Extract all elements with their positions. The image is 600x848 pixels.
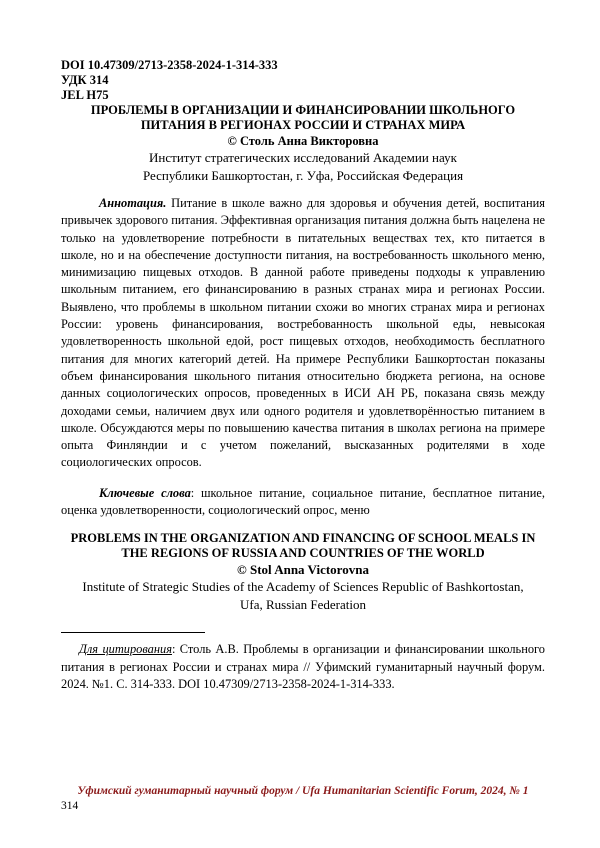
citation (61, 641, 545, 693)
citation-text: : Столь А.В. Проблемы в организации и финансировании школьного питания в регионах России и странах мира // Уфимский гуманитарный научный форум. 2024. №1. С. 314-333. DOI 10.47309/2713-2358-2024-1-314-333. (61, 642, 545, 691)
doi-line: DOI 10.47309/2713-2358-2024-1-314-333 (61, 58, 278, 72)
footnote-divider (61, 632, 205, 633)
affiliation-ru-line2: Республики Башкортостан, г. Уфа, Российская Федерация (142, 168, 464, 183)
author-ru: © Столь Анна Викторовна (227, 134, 379, 148)
citation-label: Для цитирования (79, 642, 172, 657)
abstract-label: Аннотация. (99, 196, 167, 210)
page-number: 314 (61, 800, 79, 812)
affiliation-en-line2: Ufa, Russian Federation (239, 597, 366, 613)
affiliation-en (61, 578, 545, 614)
article-title-ru: ПРОБЛЕМЫ В ОРГАНИЗАЦИИ И ФИНАНСИРОВАНИИ ШКОЛЬНОГО ПИТАНИЯ В РЕГИОНАХ РОССИИ И СТРАНАХ МИРА (90, 103, 516, 132)
udk-line: УДК 314 (61, 73, 109, 87)
keywords-ru (61, 485, 545, 520)
jel-line: JEL H75 (61, 88, 109, 102)
affiliation-ru-line1: Институт стратегических исследований Академии наук (149, 150, 457, 165)
keywords-label: Ключевые слова (99, 485, 191, 500)
article-title-en: PROBLEMS IN THE ORGANIZATION AND FINANCING OF SCHOOL MEALS IN THE REGIONS OF RUSSIA AND COUNTRIES OF THE WORLD (70, 531, 536, 561)
abstract-text: Питание в школе важно для здоровья и обучения детей, воспитания привычек здорового питания. Эффективная организация питания должна быть нацелена не только на удовлетворение потребности в питательных веществах тех, кто питается в школе, но и на обеспечение доступности питания, на востребованность школьного меню, минимизацию пищевых отходов. В данной работе приведены подходы к управлению школьным питанием, его финансированию в разных странах мира и регионах России. Выявлено, что проблемы в школьном питании схожи во многих странах мира и регионах России: уровень финансирования, востребованность школьной еды, невысокая удовлетворенность школьной едой, рост пищевых отходов, необходимость бесплатного питания для многих категорий детей. На примере Республики Башкортостан показаны объем финансирования школьного питания относительно бюджета региона, на основе данных социологических опросов, проведенных в ИСИ АН РБ, показана связь между доходами семьи, наличием двух или одного родителя и удовлетворённостью питанием в школе. Обсуждаются меры по повышению качества питания в школах региона на примере опыта Финляндии и с учетом пожеланий, высказанных родителями в ходе социологических опросов. (61, 196, 545, 470)
affiliation-en-line1: Institute of Strategic Studies of the Academy of Sciences Republic of Bashkortostan, (82, 579, 524, 595)
journal-footer: Уфимский гуманитарный научный форум / Ufa Humanitarian Scientific Forum, 2024, № 1 (77, 785, 529, 797)
author-en: © Stol Anna Victorovna (237, 562, 369, 578)
keywords-text: : школьное питание, социальное питание, бесплатное питание, оценка удовлетворенности, социологический опрос, меню (61, 485, 546, 518)
abstract-ru (61, 195, 545, 472)
affiliation-ru (61, 149, 545, 185)
article-page (61, 58, 545, 693)
